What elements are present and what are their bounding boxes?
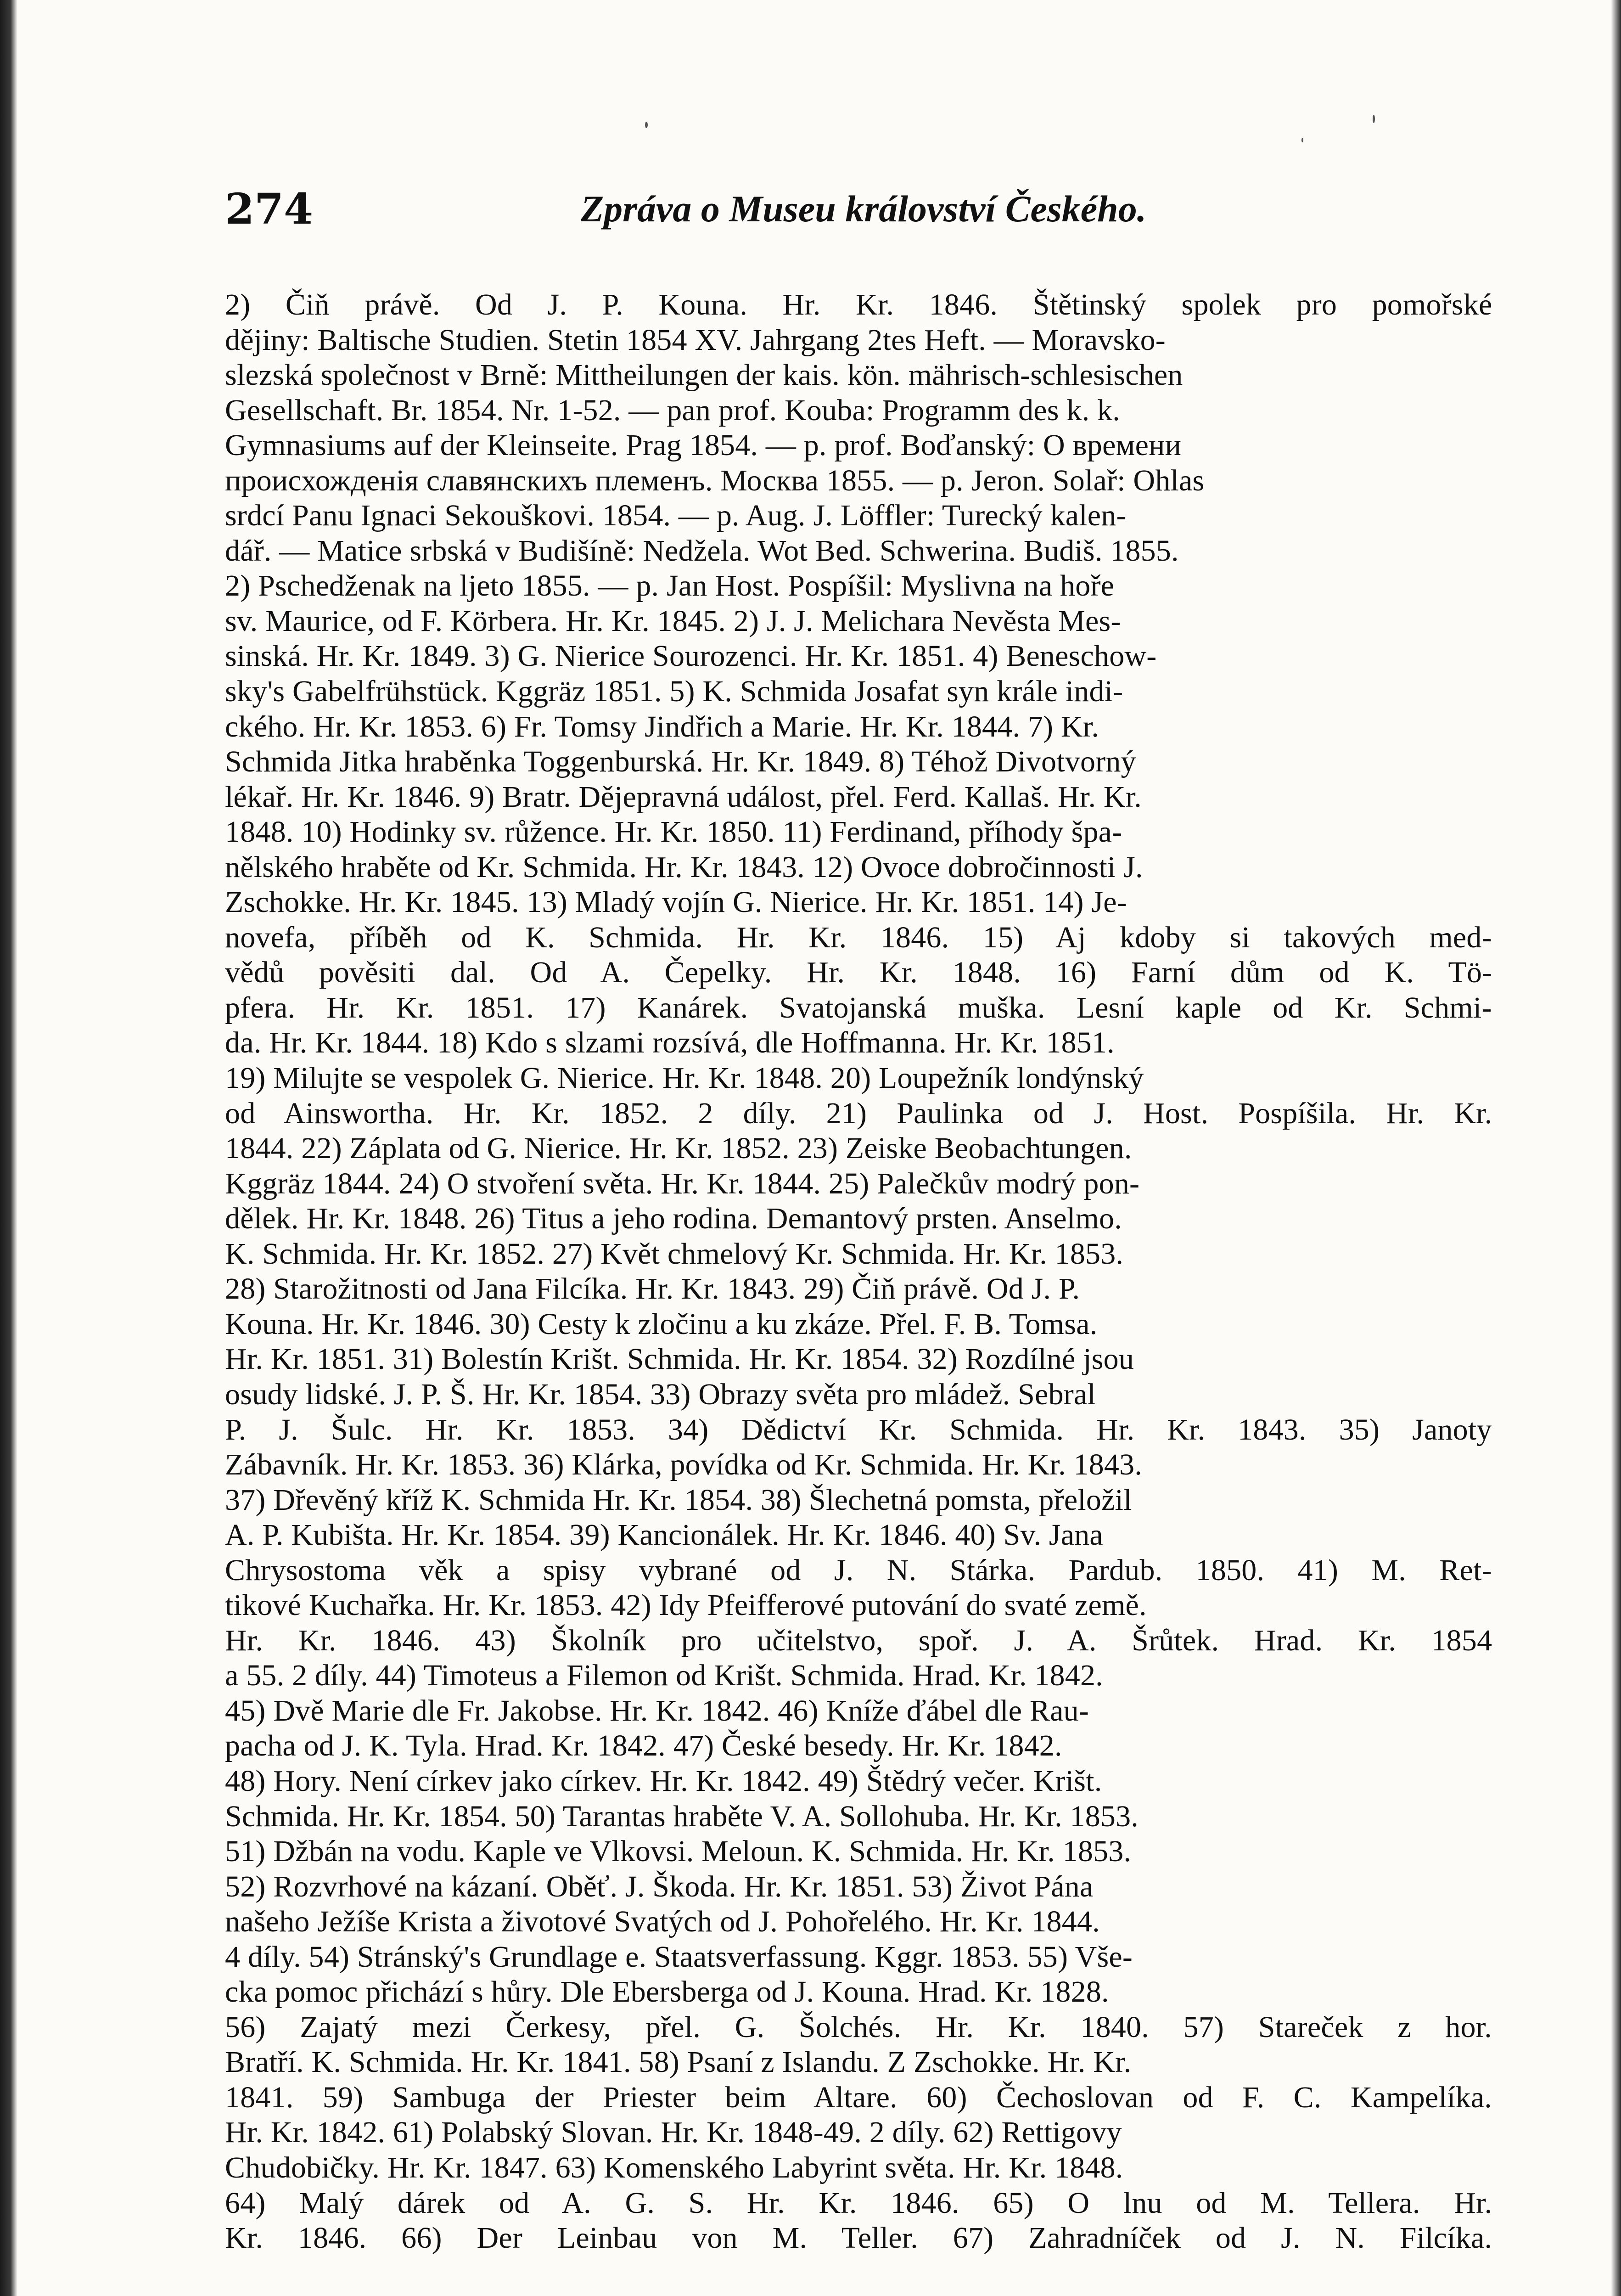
text-line: dělek. Hr. Kr. 1848. 26) Titus a jeho rodina. Demantový prsten. Anselmo.	[225, 1202, 1122, 1236]
text-line: lékař. Hr. Kr. 1846. 9) Bratr. Dějepravná událost, přel. Ferd. Kallaš. Hr. Kr.	[225, 780, 1142, 814]
text-line: sky's Gabelfrühstück. Kggräz 1851. 5) K. Schmida Josafat syn krále indi-	[225, 675, 1123, 709]
text-line: 45) Dvě Marie dle Fr. Jakobse. Hr. Kr. 1842. 46) Kníže ďábel dle Rau-	[225, 1694, 1089, 1728]
text-line: da. Hr. Kr. 1844. 18) Kdo s slzami rozsívá, dle Hoffmanna. Hr. Kr. 1851.	[225, 1026, 1115, 1060]
text-line: Schmida Jitka hraběnka Toggenburská. Hr. Kr. 1849. 8) Téhož Divotvorný	[225, 745, 1136, 779]
text-line: 52) Rozvrhové na kázaní. Oběť. J. Škoda. Hr. Kr. 1851. 53) Život Pána	[225, 1869, 1094, 1903]
text-line: našeho Ježíše Krista a životové Svatých od J. Pohořelého. Hr. Kr. 1844.	[225, 1905, 1100, 1939]
text-line: происхожденія славянскихъ племенъ. Москва 1855. — p. Jeron. Solař: Ohlas	[225, 463, 1205, 497]
text-line: K. Schmida. Hr. Kr. 1852. 27) Květ chmelový Kr. Schmida. Hr. Kr. 1853.	[225, 1237, 1124, 1271]
text-line: 1841. 59) Sambuga der Priester beim Altare. 60) Čechoslovan od F. C. Kampelíka.	[225, 2080, 1492, 2114]
text-line: Zschokke. Hr. Kr. 1845. 13) Mladý vojín G. Nierice. Hr. Kr. 1851. 14) Je-	[225, 885, 1127, 919]
text-line: P. J. Šulc. Hr. Kr. 1853. 34) Dědictví Kr. Schmida. Hr. Kr. 1843. 35) Janoty	[225, 1412, 1492, 1446]
text-line: osudy lidské. J. P. Š. Hr. Kr. 1854. 33) Obrazy světa pro mládež. Sebral	[225, 1377, 1096, 1411]
text-line: sinská. Hr. Kr. 1849. 3) G. Nierice Sourozenci. Hr. Kr. 1851. 4) Beneschow-	[225, 639, 1157, 673]
text-line: A. P. Kubišta. Hr. Kr. 1854. 39) Kancionálek. Hr. Kr. 1846. 40) Sv. Jana	[225, 1518, 1103, 1552]
text-line: 2) Pschedženak na ljeto 1855. — p. Jan Host. Pospíšil: Myslivna na hoře	[225, 569, 1115, 603]
scan-speck	[645, 122, 648, 128]
text-line: 19) Milujte se vespolek G. Nierice. Hr. Kr. 1848. 20) Loupežník londýnský	[225, 1061, 1144, 1095]
text-line: Zábavník. Hr. Kr. 1853. 36) Klárka, povídka od Kr. Schmida. Hr. Kr. 1843.	[225, 1448, 1142, 1482]
text-line: Kr. 1846. 66) Der Leinbau von M. Teller. 67) Zahradníček od J. N. Filcíka.	[225, 2221, 1492, 2255]
scan-speck	[1373, 115, 1375, 123]
text-line: 28) Starožitnosti od Jana Filcíka. Hr. Kr. 1843. 29) Čiň právě. Od J. P.	[225, 1272, 1080, 1306]
text-line: vědů pověsiti dal. Od A. Čepelky. Hr. Kr. 1848. 16) Farní dům od K. Tö-	[225, 956, 1492, 990]
text-line: 51) Džbán na vodu. Kaple ve Vlkovsi. Meloun. K. Schmida. Hr. Kr. 1853.	[225, 1835, 1132, 1868]
text-line: Gymnasiums auf der Kleinseite. Prag 1854. — p. prof. Boďanský: O времени	[225, 428, 1182, 462]
text-line: sv. Maurice, od F. Körbera. Hr. Kr. 1845. 2) J. J. Melichara Nevěsta Mes-	[225, 604, 1121, 638]
text-line: 48) Hory. Není církev jako církev. Hr. Kr. 1842. 49) Štědrý večer. Krišt.	[225, 1764, 1102, 1798]
text-line: srdcí Panu Ignaci Sekouškovi. 1854. — p. Aug. J. Löffler: Turecký kalen-	[225, 499, 1127, 533]
text-line: pacha od J. K. Tyla. Hrad. Kr. 1842. 47) České besedy. Hr. Kr. 1842.	[225, 1729, 1062, 1763]
text-line: 64) Malý dárek od A. G. S. Hr. Kr. 1846. 65) O lnu od M. Tellera. Hr.	[225, 2186, 1492, 2220]
text-line: novefa, příběh od K. Schmida. Hr. Kr. 1846. 15) Aj kdoby si takových med-	[225, 920, 1492, 954]
text-line: cka pomoc přichází s hůry. Dle Ebersberga od J. Kouna. Hrad. Kr. 1828.	[225, 1975, 1109, 2009]
text-line: Bratří. K. Schmida. Hr. Kr. 1841. 58) Psaní z Islandu. Z Zschokke. Hr. Kr.	[225, 2045, 1132, 2079]
text-line: 56) Zajatý mezi Čerkesy, přel. G. Šolchés. Hr. Kr. 1840. 57) Stareček z hor.	[225, 2010, 1492, 2044]
text-line: 37) Dřevěný kříž K. Schmida Hr. Kr. 1854. 38) Šlechetná pomsta, přeložil	[225, 1483, 1132, 1517]
page-header	[225, 181, 1405, 236]
text-line: Hr. Kr. 1842. 61) Polabský Slovan. Hr. Kr. 1848-49. 2 díly. 62) Rettigovy	[225, 2116, 1122, 2150]
page-number: 274	[225, 184, 314, 234]
text-line: dář. — Matice srbská v Budišíně: Nedžela. Wot Bed. Schwerina. Budiš. 1855.	[225, 534, 1179, 568]
text-line: Gesellschaft. Br. 1854. Nr. 1-52. — pan prof. Kouba: Programm des k. k.	[225, 393, 1120, 427]
scan-speck	[1301, 138, 1303, 142]
text-line: a 55. 2 díly. 44) Timoteus a Filemon od Krišt. Schmida. Hrad. Kr. 1842.	[225, 1659, 1103, 1693]
text-line: Chrysostoma věk a spisy vybrané od J. N. Stárka. Pardub. 1850. 41) M. Ret-	[225, 1553, 1492, 1587]
text-line: tikové Kuchařka. Hr. Kr. 1853. 42) Idy Pfeifferové putování do svaté země.	[225, 1588, 1147, 1622]
text-line: Chudobičky. Hr. Kr. 1847. 63) Komenského Labyrint světa. Hr. Kr. 1848.	[225, 2150, 1123, 2184]
text-line: Hr. Kr. 1846. 43) Školník pro učitelstvo, spoř. J. A. Šrůtek. Hrad. Kr. 1854	[225, 1623, 1492, 1657]
text-line: slezská společnost v Brně: Mittheilungen der kais. kön. mährisch-schlesischen	[225, 358, 1183, 392]
text-line: Hr. Kr. 1851. 31) Bolestín Krišt. Schmida. Hr. Kr. 1854. 32) Rozdílné jsou	[225, 1342, 1134, 1376]
text-line: 2) Čiň právě. Od J. P. Kouna. Hr. Kr. 1846. Štětinský spolek pro pomořské	[225, 288, 1492, 321]
text-line: Kggräz 1844. 24) O stvoření světa. Hr. Kr. 1844. 25) Palečkův modrý pon-	[225, 1166, 1140, 1200]
text-line: nělského hraběte od Kr. Schmida. Hr. Kr. 1843. 12) Ovoce dobročinnosti J.	[225, 850, 1143, 884]
text-line: 1844. 22) Záplata od G. Nierice. Hr. Kr. 1852. 23) Zeiske Beobachtungen.	[225, 1131, 1132, 1165]
scan-shadow-right	[1611, 0, 1621, 2296]
text-line: 1848. 10) Hodinky sv. růžence. Hr. Kr. 1850. 11) Ferdinand, příhody špa-	[225, 815, 1122, 849]
running-title: Zpráva o Museu království Českého.	[581, 188, 1147, 230]
text-line: ckého. Hr. Kr. 1853. 6) Fr. Tomsy Jindřich a Marie. Hr. Kr. 1844. 7) Kr.	[225, 709, 1099, 743]
text-line: pfera. Hr. Kr. 1851. 17) Kanárek. Svatojanská muška. Lesní kaple od Kr. Schmi-	[225, 990, 1492, 1024]
scan-shadow-left	[0, 0, 17, 2296]
text-line: od Ainswortha. Hr. Kr. 1852. 2 díly. 21) Paulinka od J. Host. Pospíšila. Hr. Kr.	[225, 1096, 1492, 1130]
text-line: 4 díly. 54) Stránský's Grundlage e. Staatsverfassung. Kggr. 1853. 55) Vše-	[225, 1940, 1133, 1974]
body-text	[225, 287, 1492, 2256]
text-line: Schmida. Hr. Kr. 1854. 50) Tarantas hraběte V. A. Sollohuba. Hr. Kr. 1853.	[225, 1799, 1139, 1833]
text-line: dějiny: Baltische Studien. Stetin 1854 XV. Jahrgang 2tes Heft. — Moravsko-	[225, 323, 1166, 357]
text-line: Kouna. Hr. Kr. 1846. 30) Cesty k zločinu a ku zkáze. Přel. F. B. Tomsa.	[225, 1307, 1098, 1341]
